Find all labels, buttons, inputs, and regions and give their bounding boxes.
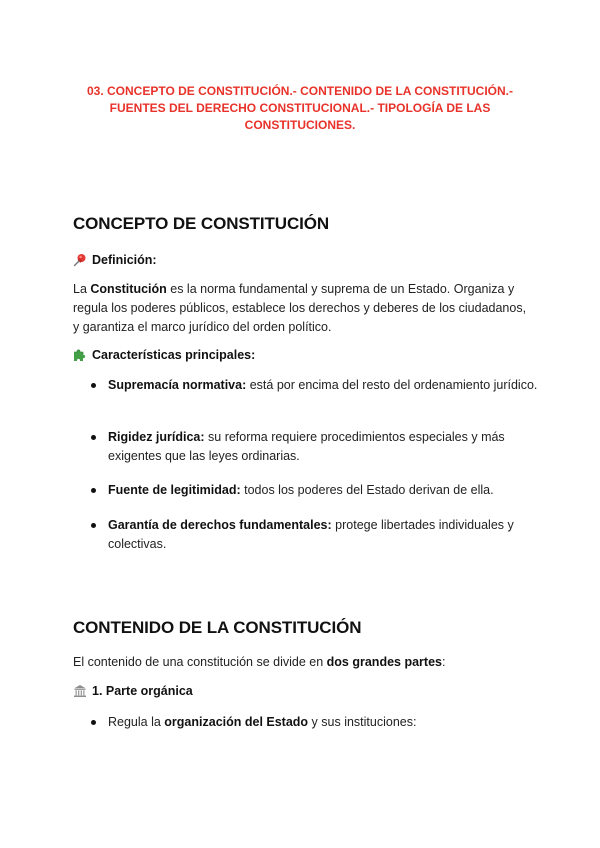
classical-building-icon <box>73 684 87 698</box>
def-pre: La <box>73 282 91 296</box>
section-heading-contenido: CONTENIDO DE LA CONSTITUCIÓN <box>73 618 362 637</box>
intro-bold: dos grandes partes <box>326 655 442 669</box>
puzzle-icon <box>73 348 87 362</box>
intro-post: : <box>441 655 446 669</box>
item-bold: Fuente de legitimidad: <box>108 483 241 497</box>
caracteristicas-label <box>73 348 255 362</box>
title-line-1: 03. CONCEPTO DE CONSTITUCIÓN.- CONTENIDO DE LA CONSTITUCIÓN.- <box>86 84 514 98</box>
list-item <box>91 713 538 732</box>
item-bold: Garantía de derechos fundamentales: <box>108 518 332 532</box>
intro-pre: El contenido de una constitución se divide en <box>73 655 327 669</box>
section-heading-concepto: CONCEPTO DE CONSTITUCIÓN <box>73 214 330 233</box>
item-bold: Rigidez jurídica: <box>108 430 205 444</box>
document-title <box>70 83 530 134</box>
item-text: protege libertades individuales y colectivas. <box>108 518 514 551</box>
item-text: está por encima del resto del ordenamiento jurídico. <box>246 378 538 392</box>
list-item <box>91 516 538 554</box>
list-item <box>91 376 538 395</box>
parte-organica-label-text: 1. Parte orgánica <box>92 684 193 698</box>
item-bold: Supremacía normativa: <box>108 378 247 392</box>
def-post: es la norma fundamental y suprema de un Estado. Organiza y regula los poderes públicos, establece los derechos y deberes de los ciudadanos, y garantiza el marco jurídico del orden político. <box>73 282 527 334</box>
item-text: su reforma requiere procedimientos especiales y más exigentes que las leyes ordinarias. <box>108 430 505 463</box>
definicion-label <box>73 253 157 267</box>
title-line-3: CONSTITUCIONES. <box>244 118 356 132</box>
definicion-label-text: Definición: <box>92 253 157 267</box>
definicion-paragraph <box>73 280 533 337</box>
title-line-2: FUENTES DEL DERECHO CONSTITUCIONAL.- TIPOLOGÍA DE LAS <box>109 101 491 115</box>
parte-organica-label <box>73 684 193 698</box>
caracteristicas-label-text: Características principales: <box>92 348 256 362</box>
def-bold: Constitución <box>90 282 167 296</box>
list-item <box>91 428 538 466</box>
pushpin-icon <box>73 253 87 267</box>
bullet-post: y sus instituciones: <box>308 715 417 729</box>
list-item <box>91 481 538 500</box>
contenido-intro <box>73 653 533 672</box>
bullet-pre: Regula la <box>108 715 165 729</box>
item-text: todos los poderes del Estado derivan de ella. <box>240 483 494 497</box>
bullet-bold: organización del Estado <box>164 715 309 729</box>
